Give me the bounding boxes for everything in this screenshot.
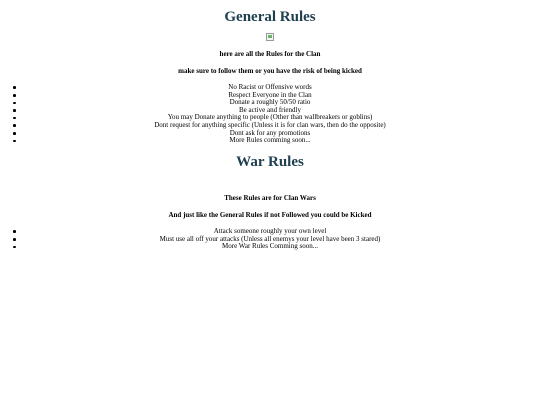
list-item: You may Donate anything to people (Other than wallbreakers or goblins) (0, 114, 540, 122)
broken-image-icon (266, 33, 274, 41)
list-item: Dont request for anything specific (Unless it is for clan wars, then do the opposite) (0, 122, 540, 130)
general-rules-warning: make sure to follow them or you have the risk of being kicked (178, 67, 362, 75)
list-item: Dont ask for any promotions (0, 130, 540, 138)
list-item: More Rules comming soon... (0, 137, 540, 145)
general-rules-title: General Rules (224, 9, 316, 25)
general-rules-intro: here are all the Rules for the Clan (219, 50, 321, 58)
war-rules-list (0, 228, 540, 251)
list-item: Attack someone roughly your own level (0, 228, 540, 236)
list-item: Be active and friendly (0, 107, 540, 115)
general-rules-list (0, 84, 540, 145)
list-item: More War Rules Comming soon... (0, 243, 540, 251)
war-rules-intro: These Rules are for Clan Wars (224, 194, 316, 202)
list-item: Must use all off your attacks (Unless all enemys your level have been 3 stared) (0, 236, 540, 244)
list-item: Donate a roughly 50/50 ratio (0, 99, 540, 107)
war-rules-warning: And just like the General Rules if not Followed you could be Kicked (168, 211, 372, 219)
war-rules-title: War Rules (236, 154, 304, 170)
list-item: No Racist or Offensive words (0, 84, 540, 92)
list-item: Respect Everyone in the Clan (0, 92, 540, 100)
